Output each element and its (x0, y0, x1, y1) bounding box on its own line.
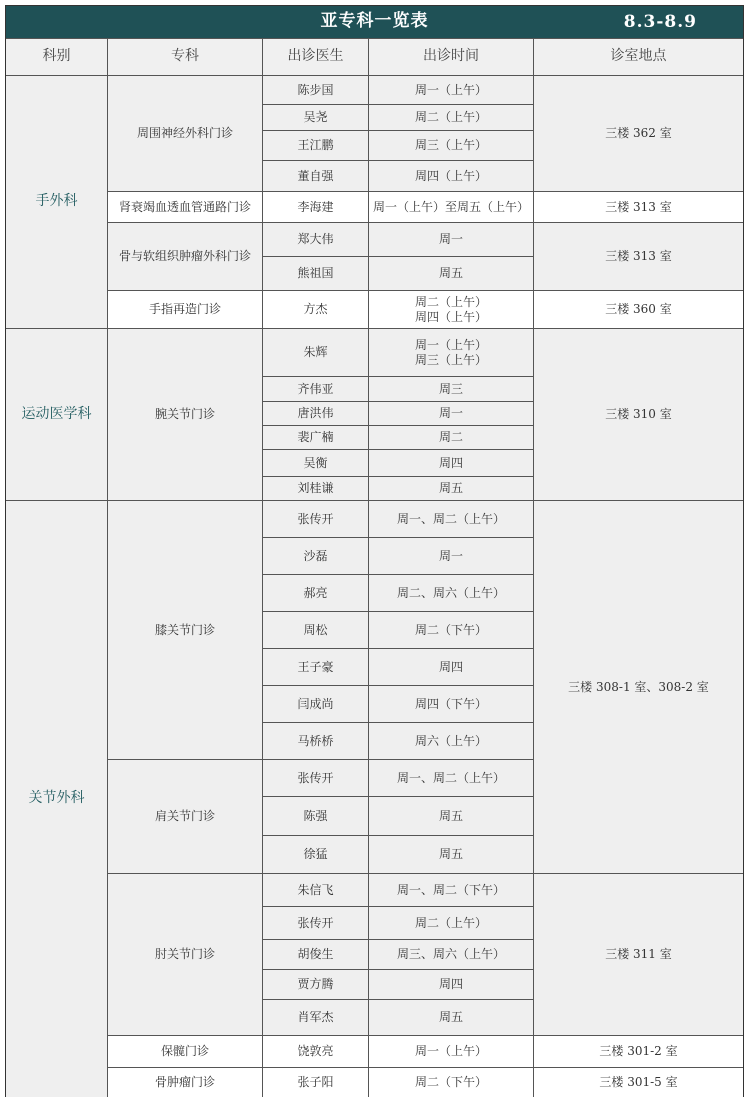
doctor-cell: 郝亮 (263, 575, 369, 612)
specialty-elbow: 肘关节门诊 (108, 874, 263, 1036)
time-cell: 周五 (369, 1000, 534, 1036)
header-time: 出诊时间 (369, 39, 534, 76)
time-cell: 周二（下午） (369, 1068, 534, 1097)
time-cell: 周四 (369, 970, 534, 1000)
time-cell: 周三、周六（上午） (369, 940, 534, 970)
time-line: 周三（上午） (414, 352, 487, 367)
room-cell: 三楼 311 室 (534, 874, 743, 1036)
doctor-cell: 郑大伟 (263, 223, 369, 257)
time-cell: 周一（上午）至周五（上午） (369, 192, 534, 223)
doctor-cell: 熊祖国 (263, 257, 369, 291)
doctor-cell: 张传开 (263, 501, 369, 538)
doctor-cell: 李海建 (263, 192, 369, 223)
specialty-finger-reconstruction: 手指再造门诊 (108, 291, 263, 329)
time-cell: 周二（上午） (369, 907, 534, 940)
time-cell: 周二、周六（上午） (369, 575, 534, 612)
time-cell: 周六（上午） (369, 723, 534, 760)
doctor-cell: 朱信飞 (263, 874, 369, 907)
time-cell: 周四 (369, 450, 534, 477)
header-room: 诊室地点 (534, 39, 743, 76)
doctor-cell: 贾方腾 (263, 970, 369, 1000)
time-cell: 周四 (369, 649, 534, 686)
doctor-cell: 周松 (263, 612, 369, 649)
specialty-hip-preservation: 保髋门诊 (108, 1036, 263, 1068)
doctor-cell: 吴衡 (263, 450, 369, 477)
specialty-knee: 膝关节门诊 (108, 501, 263, 760)
specialty-peripheral-nerve: 周围神经外科门诊 (108, 76, 263, 192)
date-range: 8.3-8.9 (623, 12, 697, 32)
time-cell: 周三 (369, 377, 534, 402)
doctor-cell: 齐伟亚 (263, 377, 369, 402)
room-cell: 三楼 360 室 (534, 291, 743, 329)
doctor-cell: 胡俊生 (263, 940, 369, 970)
time-cell: 周五 (369, 477, 534, 501)
header-doctor: 出诊医生 (263, 39, 369, 76)
time-cell (369, 329, 534, 377)
doctor-cell: 唐洪伟 (263, 402, 369, 426)
time-cell: 周一 (369, 402, 534, 426)
doctor-cell: 董自强 (263, 161, 369, 192)
header-specialty: 专科 (108, 39, 263, 76)
room-cell: 三楼 362 室 (534, 76, 743, 192)
doctor-cell: 张传开 (263, 907, 369, 940)
time-cell: 周一 (369, 538, 534, 575)
doctor-cell: 张子阳 (263, 1068, 369, 1097)
specialty-renal-access: 肾衰竭血透血管通路门诊 (108, 192, 263, 223)
room-cell: 三楼 310 室 (534, 329, 743, 501)
time-cell: 周一 (369, 223, 534, 257)
specialty-wrist: 腕关节门诊 (108, 329, 263, 501)
specialty-shoulder: 肩关节门诊 (108, 760, 263, 874)
time-cell: 周五 (369, 836, 534, 874)
department-joint-surgery: 关节外科 (6, 501, 108, 1097)
room-cell: 三楼 313 室 (534, 192, 743, 223)
time-cell: 周五 (369, 257, 534, 291)
doctor-cell: 闫成尚 (263, 686, 369, 723)
department-hand-surgery: 手外科 (6, 76, 108, 329)
time-cell: 周三（上午） (369, 131, 534, 161)
doctor-cell: 陈强 (263, 797, 369, 836)
room-cell: 三楼 301-2 室 (534, 1036, 743, 1068)
doctor-cell: 王江鹏 (263, 131, 369, 161)
time-cell: 周一、周二（下午） (369, 874, 534, 907)
time-cell: 周四（下午） (369, 686, 534, 723)
time-cell (369, 291, 534, 329)
time-cell: 周五 (369, 797, 534, 836)
specialty-bone-tumor: 骨肿瘤门诊 (108, 1068, 263, 1097)
time-cell: 周二 (369, 426, 534, 450)
doctor-cell: 王子豪 (263, 649, 369, 686)
time-cell: 周四（上午） (369, 161, 534, 192)
doctor-cell: 徐猛 (263, 836, 369, 874)
room-cell: 三楼 308-1 室、308-2 室 (534, 501, 743, 874)
doctor-cell: 陈步国 (263, 76, 369, 105)
time-cell: 周一（上午） (369, 76, 534, 105)
room-cell: 三楼 301-5 室 (534, 1068, 743, 1097)
doctor-cell: 方杰 (263, 291, 369, 329)
doctor-cell: 沙磊 (263, 538, 369, 575)
time-cell: 周一、周二（上午） (369, 760, 534, 797)
time-line: 周四（上午） (414, 309, 487, 324)
doctor-cell: 刘桂谦 (263, 477, 369, 501)
schedule-table (5, 5, 744, 1097)
doctor-cell: 吴尧 (263, 105, 369, 131)
doctor-cell: 裴广楠 (263, 426, 369, 450)
header-department: 科别 (6, 39, 108, 76)
doctor-cell: 马桥桥 (263, 723, 369, 760)
time-cell: 周一（上午） (369, 1036, 534, 1068)
time-line: 周一（上午） (414, 337, 487, 352)
time-line: 周二（上午） (414, 294, 487, 309)
doctor-cell: 饶敦亮 (263, 1036, 369, 1068)
time-cell: 周二（下午） (369, 612, 534, 649)
doctor-cell: 朱辉 (263, 329, 369, 377)
doctor-cell: 张传开 (263, 760, 369, 797)
department-sports-medicine: 运动医学科 (6, 329, 108, 501)
time-cell: 周二（上午） (369, 105, 534, 131)
doctor-cell: 肖军杰 (263, 1000, 369, 1036)
room-cell: 三楼 313 室 (534, 223, 743, 291)
specialty-bone-soft-tissue-tumor: 骨与软组织肿瘤外科门诊 (108, 223, 263, 291)
time-cell: 周一、周二（上午） (369, 501, 534, 538)
title-bar (6, 6, 743, 39)
page-title: 亚专科一览表 (320, 11, 429, 32)
